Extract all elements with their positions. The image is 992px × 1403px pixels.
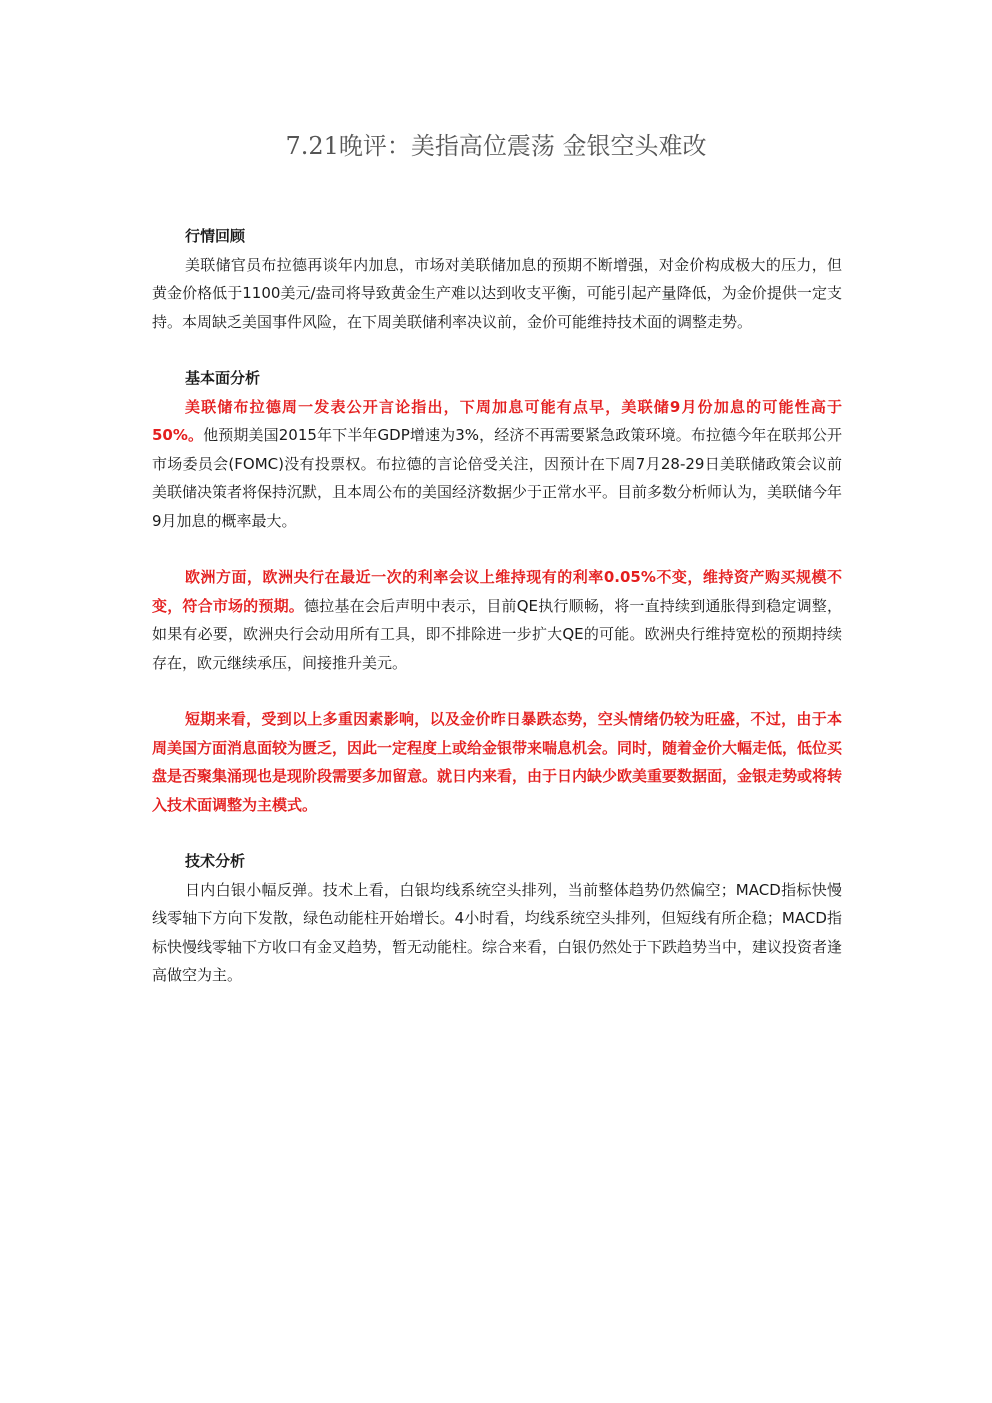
document-body bbox=[152, 222, 842, 990]
paragraph bbox=[152, 563, 842, 677]
paragraph bbox=[152, 251, 842, 337]
body-text: 德拉基在会后声明中表示，目前QE执行顺畅，将一直持续到通胀得到稳定调整，如果有必要，欧洲央行会动用所有工具，即不排除进一步扩大QE的可能。欧洲央行维持宽松的预期持续存在，欧元继续承压，间接推升美元。 bbox=[152, 596, 842, 672]
emphasis-text: 欧洲方面，欧洲央行在最近一次的利率会议上维持现有的利率0.05%不变，维持资产购买规模不变，符合市场的预期。 bbox=[152, 568, 842, 615]
emphasis-text: 短期来看，受到以上多重因素影响，以及金价昨日暴跌态势，空头情绪仍较为旺盛，不过，由于本周美国方面消息面较为匮乏，因此一定程度上或给金银带来喘息机会。同时，随着金价大幅走低，低位买盘是否聚集涌现也是现阶段需要多加留意。就日内来看，由于日内缺少欧美重要数据面，金银走势或将转入技术面调整为主模式。 bbox=[152, 710, 843, 814]
section-technical-analysis bbox=[152, 847, 842, 990]
section-spacer bbox=[152, 819, 842, 847]
paragraph-spacer bbox=[152, 677, 842, 705]
paragraph bbox=[152, 705, 842, 819]
paragraph-spacer bbox=[152, 535, 842, 563]
section-fundamental-analysis bbox=[152, 364, 842, 819]
section-market-review bbox=[152, 222, 842, 336]
page-title: 7.21晚评：美指高位震荡 金银空头难改 bbox=[285, 132, 707, 160]
paragraph bbox=[152, 393, 842, 536]
paragraph bbox=[152, 876, 842, 990]
section-heading: 基本面分析 bbox=[185, 369, 261, 387]
section-spacer bbox=[152, 336, 842, 364]
body-text: 美联储官员布拉德再谈年内加息，市场对美联储加息的预期不断增强，对金价构成极大的压力，但黄金价格低于1100美元/盎司将导致黄金生产难以达到收支平衡，可能引起产量降低，为金价提供一定支持。本周缺乏美国事件风险，在下周美联储利率决议前，金价可能维持技术面的调整走势。 bbox=[152, 255, 842, 331]
section-heading: 行情回顾 bbox=[185, 227, 246, 245]
body-text: 他预期美国2015年下半年GDP增速为3%，经济不再需要紧急政策环境。布拉德今年在联邦公开市场委员会(FOMC)没有投票权。布拉德的言论倍受关注，因预计在下周7月28-29日美联储政策会议前美联储决策者将保持沉默，且本周公布的美国经济数据少于正常水平。目前多数分析师认为，美联储今年9月加息的概率最大。 bbox=[152, 426, 843, 530]
section-heading: 技术分析 bbox=[185, 852, 246, 870]
emphasis-text: 美联储布拉德周一发表公开言论指出，下周加息可能有点早，美联储9月份加息的可能性高于50%。 bbox=[152, 397, 842, 444]
body-text: 日内白银小幅反弹。技术上看，白银均线系统空头排列，当前整体趋势仍然偏空；MACD指标快慢线零轴下方向下发散，绿色动能柱开始增长。4小时看，均线系统空头排列，但短线有所企稳；MACD指标快慢线零轴下方收口有金叉趋势，暂无动能柱。综合来看，白银仍然处于下跌趋势当中，建议投资者逢高做空为主。 bbox=[152, 880, 843, 984]
